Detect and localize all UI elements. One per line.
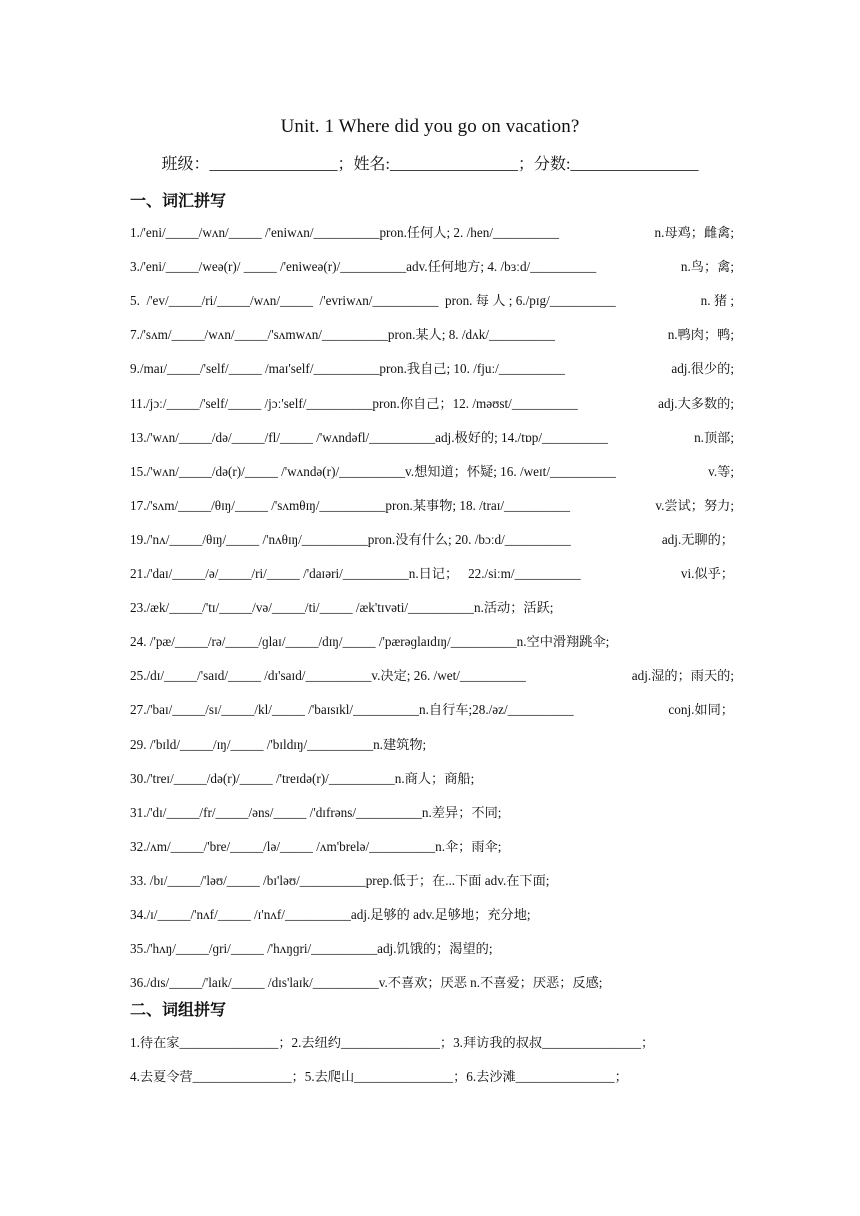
vocab-item-2 xyxy=(130,256,734,275)
vocab-item-text: 9./maɪ/_____/'self/_____ /maɪ'self/__________pron.我自己; 10. /fjuː/__________ xyxy=(130,361,565,377)
student-info-line: 班级：________________；姓名:________________；分数:________________ xyxy=(161,156,699,173)
vocab-item-20 xyxy=(130,870,734,889)
vocab-item-15 xyxy=(130,699,734,718)
vocab-item-1 xyxy=(130,222,734,241)
vocab-item-text: 13./'wʌn/_____/də/_____/fl/_____ /'wʌndəfl/__________adj.极好的; 14./tɒp/__________ xyxy=(130,429,608,445)
vocab-item-meaning: v.尝试；努力; xyxy=(655,497,734,513)
vocab-item-16 xyxy=(130,734,734,753)
vocab-item-text: 11./jɔː/_____/'self/_____ /jɔː'self/__________pron.你自己；12. /məʊst/__________ xyxy=(130,395,578,411)
vocab-item-19 xyxy=(130,836,734,855)
vocab-item-text: 30./'treɪ/_____/də(r)/_____ /'treɪdə(r)/__________n.商人；商船; xyxy=(130,770,475,786)
vocab-item-18 xyxy=(130,802,734,821)
vocab-item-text: 29. /'bɪld/_____/ɪŋ/_____ /'bɪldɪŋ/__________n.建筑物; xyxy=(130,736,427,752)
vocab-item-text: 34./ɪ/_____/'nʌf/_____ /ɪ'nʌf/__________adj.足够的 adv.足够地；充分地; xyxy=(130,907,531,922)
vocab-item-5 xyxy=(130,358,734,377)
vocab-item-text: 24. /'pæ/_____/rə/_____/ɡlaɪ/_____/dɪŋ/_____ /'pærəɡlaɪdɪŋ/__________n.空中滑翔跳伞; xyxy=(130,634,610,650)
vocab-item-4 xyxy=(130,324,734,343)
vocab-item-text: 3./'eni/_____/weə(r)/ _____ /'eniweə(r)/__________adv.任何地方; 4. /bɜːd/__________ xyxy=(130,259,597,275)
vocab-item-text: 25./dɪ/_____/'saɪd/_____ /dɪ'saɪd/__________v.决定; 26. /wet/__________ xyxy=(130,668,526,684)
vocab-item-meaning: n.母鸡；雌禽; xyxy=(654,225,734,240)
vocab-item-text: 19./'nʌ/_____/θɪŋ/_____ /'nʌθɪŋ/__________pron.没有什么; 20. /bɔːd/__________ xyxy=(130,531,571,547)
vocab-item-6 xyxy=(130,393,734,412)
vocab-item-meaning: adj.很少的; xyxy=(671,361,734,377)
vocab-item-meaning: conj.如同； xyxy=(668,702,734,718)
vocab-item-text: 5. /'ev/_____/ri/_____/wʌn/_____ /'evriwʌn/__________ pron. 每 人 ; 6./pɪg/__________ xyxy=(130,293,616,309)
vocab-item-text: 36./dɪs/_____/'laɪk/_____ /dɪs'laɪk/__________v.不喜欢；厌恶 n.不喜爱；厌恶；反感; xyxy=(130,975,603,991)
vocab-item-meaning: adj.大多数的; xyxy=(658,395,734,411)
vocab-item-meaning: n.鸭肉；鸭; xyxy=(667,327,734,343)
vocab-item-8 xyxy=(130,461,734,480)
vocab-item-3 xyxy=(130,290,734,309)
vocab-item-text: 33. /bɪ/_____/'ləʊ/_____ /bɪ'ləʊ/__________prep.低于；在...下面 adv.在下面; xyxy=(130,872,550,888)
section-phrases-heading: 二、词组拼写 xyxy=(130,1000,227,1019)
vocab-item-text: 21./'daɪ/_____/ə/_____/ri/_____ /'daɪəri/__________n.日记； 22./siːm/__________ xyxy=(130,566,581,581)
vocab-item-meaning: v.等; xyxy=(708,463,734,479)
vocab-item-text: 7./'sʌm/_____/wʌn/_____/'sʌmwʌn/__________pron.某人; 8. /dʌk/__________ xyxy=(130,327,555,343)
vocab-item-10 xyxy=(130,529,734,548)
vocab-item-21 xyxy=(130,904,734,923)
phrase-line-2: 4.去夏令营_______________；5.去爬山_______________；6.去沙滩_______________； xyxy=(130,1069,628,1084)
vocab-item-17 xyxy=(130,768,734,787)
vocab-item-13 xyxy=(130,631,734,650)
vocab-item-text: 35./'hʌŋ/_____/ɡri/_____ /'hʌŋɡri/__________adj.饥饿的；渴望的; xyxy=(130,941,493,957)
vocab-item-9 xyxy=(130,495,734,514)
vocab-item-14 xyxy=(130,665,734,684)
page-title: Unit. 1 Where did you go on vacation? xyxy=(280,116,580,137)
vocab-item-text: 15./'wʌn/_____/də(r)/_____ /'wʌndə(r)/__________v.想知道；怀疑; 16. /weɪt/__________ xyxy=(130,463,616,479)
vocab-item-meaning: n.鸟；禽; xyxy=(680,259,734,275)
vocab-item-meaning: n. 猪 ; xyxy=(700,293,734,309)
vocab-item-meaning: adj.湿的；雨天的; xyxy=(631,668,734,684)
vocab-item-text: 32./ʌm/_____/'bre/_____/lə/_____ /ʌm'brelə/__________n.伞；雨伞; xyxy=(130,838,502,854)
vocab-item-12 xyxy=(130,597,734,616)
section-vocabulary-heading: 一、词汇拼写 xyxy=(130,191,227,210)
vocab-item-text: 23./æk/_____/'tɪ/_____/və/_____/ti/_____ /æk'tɪvəti/__________n.活动；活跃; xyxy=(130,600,554,616)
vocab-item-23 xyxy=(130,972,734,991)
vocab-item-22 xyxy=(130,938,734,957)
vocab-item-meaning: adj.无聊的； xyxy=(661,531,734,547)
phrase-line-1: 1.待在家_______________；2.去纽约_______________；3.拜访我的叔叔_______________； xyxy=(130,1035,655,1050)
vocab-item-text: 27./'baɪ/_____/sɪ/_____/kl/_____ /'baɪsɪkl/__________n.自行车;28./əz/__________ xyxy=(130,702,574,718)
vocab-item-meaning: n.顶部; xyxy=(694,429,734,445)
vocab-item-7 xyxy=(130,427,734,446)
vocab-item-text: 17./'sʌm/_____/θɪŋ/_____ /'sʌmθɪŋ/__________pron.某事物; 18. /traɪ/__________ xyxy=(130,497,570,513)
vocab-item-11 xyxy=(130,563,734,582)
vocab-item-text: 1./'eni/_____/wʌn/_____ /'eniwʌn/__________pron.任何人; 2. /hen/__________ xyxy=(130,225,559,240)
vocab-item-text: 31./'dɪ/_____/fr/_____/əns/_____ /'dɪfrəns/__________n.差异；不同; xyxy=(130,804,502,820)
vocab-item-meaning: vi.似乎； xyxy=(680,566,734,581)
